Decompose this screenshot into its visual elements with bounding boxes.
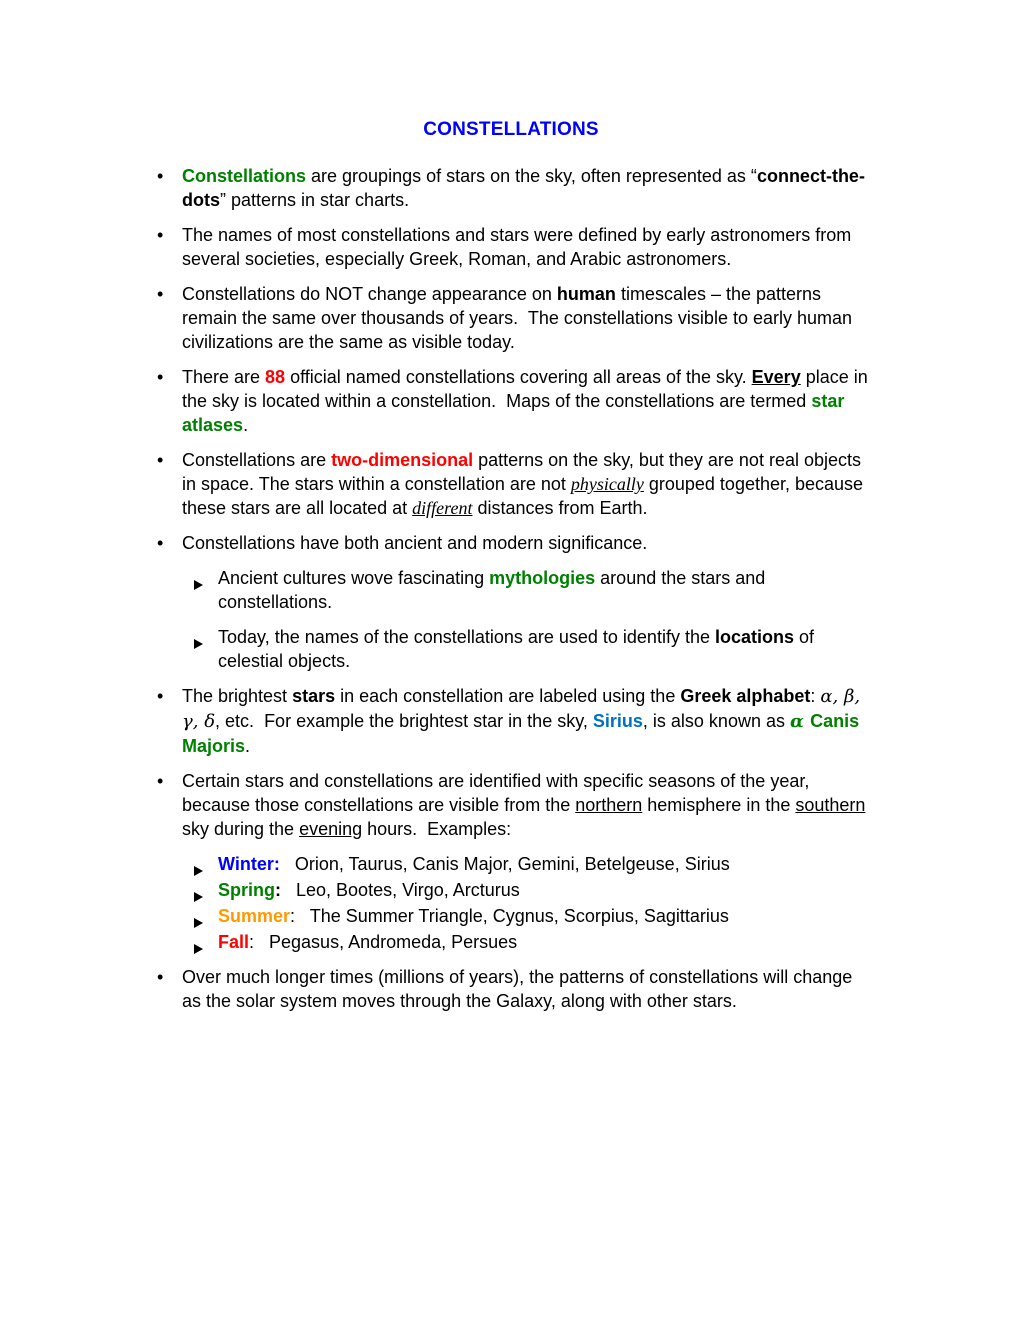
- page-title: CONSTELLATIONS: [423, 119, 599, 140]
- text-segment: : Pegasus, Andromeda, Persues: [249, 932, 518, 952]
- text-segment: around the stars and constellations.: [218, 568, 771, 612]
- bullet-icon: •: [157, 450, 164, 470]
- bullet-icon: •: [157, 967, 164, 987]
- paragraph-text: [182, 686, 866, 756]
- text-segment: Winter:: [218, 854, 280, 874]
- paragraph-text: [218, 854, 730, 874]
- text-segment: connect-the-dots: [182, 166, 865, 210]
- text-segment: Canis Majoris: [182, 711, 865, 756]
- text-segment: hemisphere in the: [642, 795, 796, 815]
- text-segment: Greek alphabet: [680, 686, 811, 706]
- bullet-icon: •: [157, 284, 164, 304]
- bullet-item: [150, 531, 872, 555]
- paragraph-text: [182, 450, 868, 518]
- paragraph-text: [218, 906, 729, 926]
- paragraph-text: [182, 533, 647, 553]
- text-segment: The names of most constellations and stars were defined by early astronomers from several societies, especially Greek, Roman, and Arabic astronomers.: [182, 225, 857, 269]
- text-segment: physically: [570, 474, 644, 494]
- text-segment: α: [789, 711, 811, 732]
- text-segment: distances from Earth.: [472, 498, 648, 518]
- text-segment: grouped together, because these stars are all located at: [182, 474, 869, 518]
- paragraph-text: [182, 225, 856, 269]
- bullet-icon: •: [157, 771, 164, 791]
- paragraph-text: [182, 367, 873, 435]
- text-segment: There are: [182, 367, 266, 387]
- paragraph-text: [182, 967, 857, 1011]
- text-segment: in each constellation are labeled using the: [335, 686, 681, 706]
- text-segment: Over much longer times (millions of years), the patterns of constellations will change as the solar system moves through the Galaxy, along with other stars.: [182, 967, 858, 1011]
- bullet-item: [150, 282, 872, 354]
- bullet-item: [150, 223, 872, 271]
- text-segment: official named constellations covering all areas of the sky.: [285, 367, 752, 387]
- bullet-item: [150, 448, 872, 520]
- document-content: [150, 164, 872, 1013]
- text-segment: Fall: [218, 932, 250, 952]
- text-segment: The brightest: [182, 686, 293, 706]
- text-segment: Constellations do NOT change appearance on: [182, 284, 557, 304]
- bullet-icon: •: [157, 166, 164, 186]
- text-segment: Certain stars and constellations are identified with specific seasons of the year, because those constellations are visible from the: [182, 771, 815, 815]
- text-segment: northern: [575, 795, 643, 815]
- text-segment: Leo, Bootes, Virgo, Arcturus: [281, 880, 520, 900]
- bullet-icon: •: [157, 367, 164, 387]
- paragraph-text: [182, 166, 865, 210]
- text-segment: of celestial objects.: [218, 627, 820, 671]
- bullet-item: [150, 164, 872, 212]
- paragraph-text: [218, 568, 770, 612]
- text-segment: : The Summer Triangle, Cygnus, Scorpius, Sagittarius: [290, 906, 729, 926]
- text-segment: timescales – the patterns remain the same over thousands of years. The constellations visible to early human civilizations are the same as visible today.: [182, 284, 858, 352]
- text-segment: Constellations: [182, 166, 307, 186]
- text-segment: ” patterns in star charts.: [220, 190, 410, 210]
- text-segment: sky during the: [182, 795, 871, 839]
- text-segment: mythologies: [489, 568, 596, 588]
- paragraph-text: [218, 932, 517, 952]
- sub-bullet-item: [150, 904, 872, 928]
- text-segment: Spring: [218, 880, 275, 900]
- text-segment: :: [810, 686, 821, 706]
- text-segment: .: [245, 736, 251, 756]
- text-segment: two-dimensional: [331, 450, 474, 470]
- text-segment: :: [275, 880, 281, 900]
- text-segment: Summer: [218, 906, 291, 926]
- text-segment: Sirius: [592, 711, 643, 731]
- text-segment: Ancient cultures wove fascinating: [218, 568, 490, 588]
- sub-bullet-item: [150, 852, 872, 876]
- text-segment: locations: [714, 627, 794, 647]
- bullet-item: [150, 965, 872, 1013]
- arrow-icon: [194, 572, 203, 596]
- text-segment: Orion, Taurus, Canis Major, Gemini, Betelgeuse, Sirius: [279, 854, 730, 874]
- text-segment: , is also known as: [642, 711, 790, 731]
- text-segment: different: [412, 498, 473, 518]
- paragraph-text: [182, 771, 870, 839]
- arrow-icon: [194, 631, 203, 655]
- text-segment: Every: [751, 367, 801, 387]
- text-segment: Constellations have both ancient and modern significance.: [182, 533, 648, 553]
- text-segment: star atlases: [182, 391, 850, 435]
- arrow-icon: [194, 936, 203, 960]
- text-segment: patterns on the sky, but they are not real objects in space. The stars within a constellation are not: [182, 450, 867, 494]
- text-segment: evening: [299, 819, 363, 839]
- text-segment: .: [243, 415, 249, 435]
- bullet-item: [150, 769, 872, 841]
- text-segment: place in the sky is located within a constellation. Maps of the constellations are termed: [182, 367, 873, 411]
- sub-bullet-item: [150, 625, 872, 673]
- text-segment: Today, the names of the constellations are used to identify the: [218, 627, 715, 647]
- text-segment: α, β, γ, δ: [182, 686, 866, 732]
- bullet-icon: •: [157, 686, 164, 706]
- bullet-item: [150, 365, 872, 437]
- paragraph-text: [218, 627, 819, 671]
- sub-bullet-item: [150, 878, 872, 902]
- sub-bullet-item: [150, 930, 872, 954]
- bullet-item: [150, 684, 872, 758]
- text-segment: southern: [795, 795, 866, 815]
- text-segment: 88: [265, 367, 286, 387]
- bullet-icon: •: [157, 225, 164, 245]
- paragraph-text: [218, 880, 520, 900]
- paragraph-text: [182, 284, 857, 352]
- text-segment: are groupings of stars on the sky, often represented as “: [306, 166, 757, 186]
- text-segment: Constellations are: [182, 450, 332, 470]
- text-segment: human: [556, 284, 616, 304]
- sub-bullet-item: [150, 566, 872, 614]
- bullet-icon: •: [157, 533, 164, 553]
- text-segment: stars: [292, 686, 336, 706]
- text-segment: , etc. For example the brightest star in the sky,: [215, 711, 593, 731]
- text-segment: hours. Examples:: [362, 819, 512, 839]
